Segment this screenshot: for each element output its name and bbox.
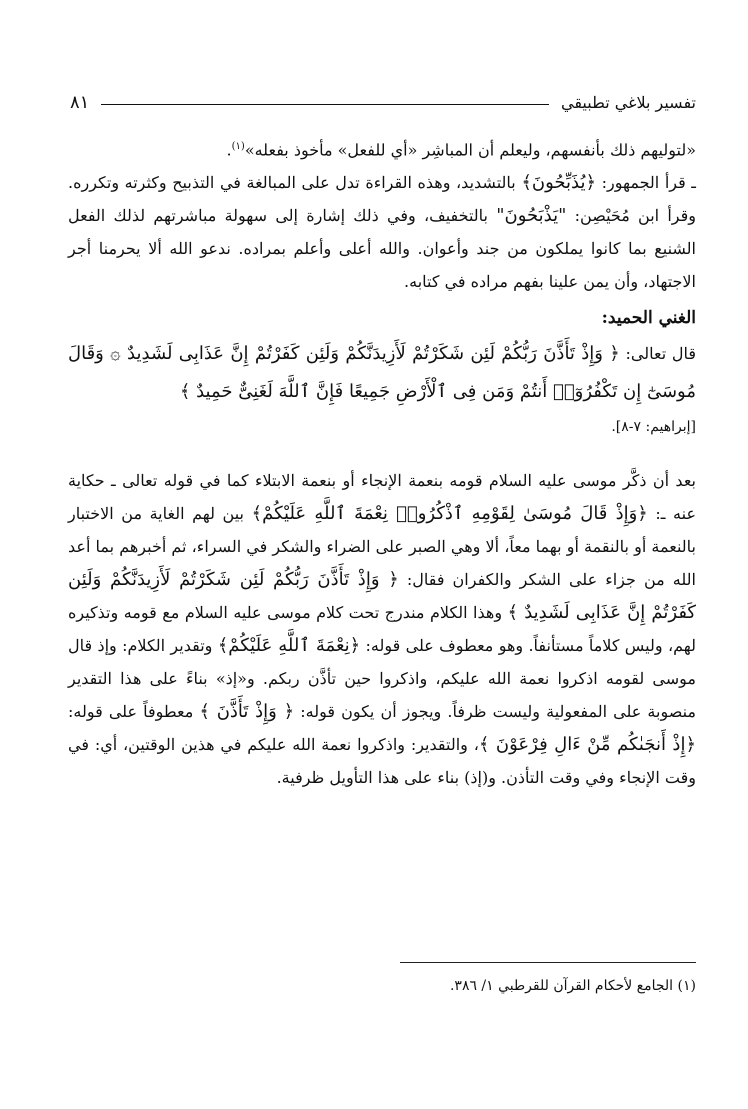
quran-quote: ﴿ وَإِذْ تَأَذَّنَ رَبُّكُمْ لَئِن شَكَرْتُمْ لَأَزِيدَنَّكُمْ وَلَئِن كَفَرْتُمْ إِنَّ عَذَابِى لَشَدِيدٌ ﴾ (68, 569, 696, 624)
footnote: (١) الجامع لأحكام القرآن للقرطبي ١/ ٣٨٦. (449, 978, 696, 994)
footnote-divider (400, 962, 696, 963)
quran-quote: ﴿وَإِذْ قَالَ مُوسَىٰ لِقَوْمِهِ ٱذْكُرُوا۟ نِعْمَةَ ٱللَّهِ عَلَيْكُمْ﴾ (251, 503, 648, 525)
quran-quote: ﴿نِعْمَةَ ٱللَّهِ عَلَيْكُمْ﴾ (217, 635, 361, 657)
verse-reference: [إبراهيم: ٧-٨]. (611, 419, 696, 436)
header-rule (101, 104, 549, 105)
paragraph-1: «لتوليهم ذلك بأنفسهم، وليعلم أن المباشِر «أي للفعل» مأخوذ بفعله»$^{(١)}$. (226, 140, 696, 160)
paragraph-3: بعد أن ذكَّر موسى عليه السلام قومه بنعمة الإنجاء أو بنعمة الابتلاء كما في قوله تعالى ـ حكاية عنه ـ: ﴿وَإِذْ قَالَ مُوسَىٰ لِقَوْمِهِ ٱذْكُرُوا۟ نِعْمَةَ ٱللَّهِ عَلَيْكُمْ﴾ بين لهم الغاية من الاختبار بالنعمة أو بالنقمة أو بهما معاً، ألا وهي الصبر على الضراء والشكر في السراء، ثم أخبرهم بما أعد الله من جزاء على الشكر والكفران فقال: ﴿ وَإِذْ تَأَذَّنَ رَبُّكُمْ لَئِن شَكَرْتُمْ لَأَزِيدَنَّكُمْ وَلَئِن كَفَرْتُمْ إِنَّ عَذَابِى لَشَدِيدٌ ﴾ وهذا الكلام مندرج تحت كلام موسى عليه السلام مع قومه وتذكيره لهم، وليس كلاماً مستأنفاً. وهو معطوف على قوله: ﴿نِعْمَةَ ٱللَّهِ عَلَيْكُمْ﴾ وتقدير الكلام: وإذ قال موسى لقومه اذكروا نعمة الله عليكم، واذكروا حين تأذَّن ربكم. و«إذ» بناءً على هذا التقدير منصوبة على المفعولية وليست ظرفاً. ويجوز أن يكون قوله: ﴿ وَإِذْ تَأَذَّنَ ﴾ معطوفاً على قوله: ﴿إِذْ أَنجَىٰكُم مِّنْ ءَالِ فِرْعَوْنَ ﴾، والتقدير: واذكروا نعمة الله عليكم في هذين الوقتين، أي: في وقت الإنجاء وفي وقت التأذن. و(إذ) بناء على هذا التأويل ظرفية. (68, 471, 696, 788)
running-title: تفسير بلاغي تطبيقي (560, 92, 696, 112)
paragraph-2: ـ قرأ الجمهور: ﴿يُذَبِّحُونَ﴾ بالتشديد، وهذه القراءة تدل على المبالغة في التذبيح وكثرته وتكرره. وقرأ ابن مُحَيْصِن: "يَذْبَحُونَ" بالتخفيف، وفي ذلك إشارة إلى سهولة مباشرتهم لذلك الفعل الشنيع بما كانوا يملكون من جند وأعوان. والله أعلى وأعلم بمراده. ندعو الله ألا يحرمنا أجر الاجتهاد، وأن يمن علينا بفهم مراده في كتابه. (68, 172, 697, 292)
spacer (68, 444, 696, 464)
quran-quote: ﴿ وَإِذْ تَأَذَّنَ ﴾ (199, 701, 295, 723)
quran-quote: ﴿إِذْ أَنجَىٰكُم مِّنْ ءَالِ فِرْعَوْنَ ﴾ (478, 734, 696, 756)
page-number: ٨١ (70, 91, 90, 113)
footnote-marker: (١) (231, 141, 245, 152)
page-header (70, 86, 696, 118)
main-text (68, 130, 696, 794)
section-heading: الغني الحميد: (601, 308, 696, 329)
quran-word: ﴿يُذَبِّحُونَ﴾ (521, 172, 597, 194)
quran-verse: ﴿ وَإِذْ تَأَذَّنَ رَبُّكُمْ لَئِن شَكَرْتُمْ لَأَزِيدَنَّكُمْ وَلَئِن كَفَرْتُمْ إِنَّ عَذَابِى لَشَدِيدٌ ۞ وَقَالَ مُوسَىٰٓ إِن تَكْفُرُوٓا۟ أَنتُمْ وَمَن فِى ٱلْأَرْضِ جَمِيعًا فَإِنَّ ٱللَّهَ لَغَنِىٌّ حَمِيدٌ ﴾ (68, 343, 696, 403)
quran-word: "يَذْبَحُونَ" (496, 205, 567, 227)
verse-block: قال تعالى: ﴿ وَإِذْ تَأَذَّنَ رَبُّكُمْ لَئِن شَكَرْتُمْ لَأَزِيدَنَّكُمْ وَلَئِن كَفَرْتُمْ إِنَّ عَذَابِى لَشَدِيدٌ ۞ وَقَالَ مُوسَىٰٓ إِن تَكْفُرُوٓا۟ أَنتُمْ وَمَن فِى ٱلْأَرْضِ جَمِيعًا فَإِنَّ ٱللَّهَ لَغَنِىٌّ حَمِيدٌ ﴾ (68, 343, 697, 403)
